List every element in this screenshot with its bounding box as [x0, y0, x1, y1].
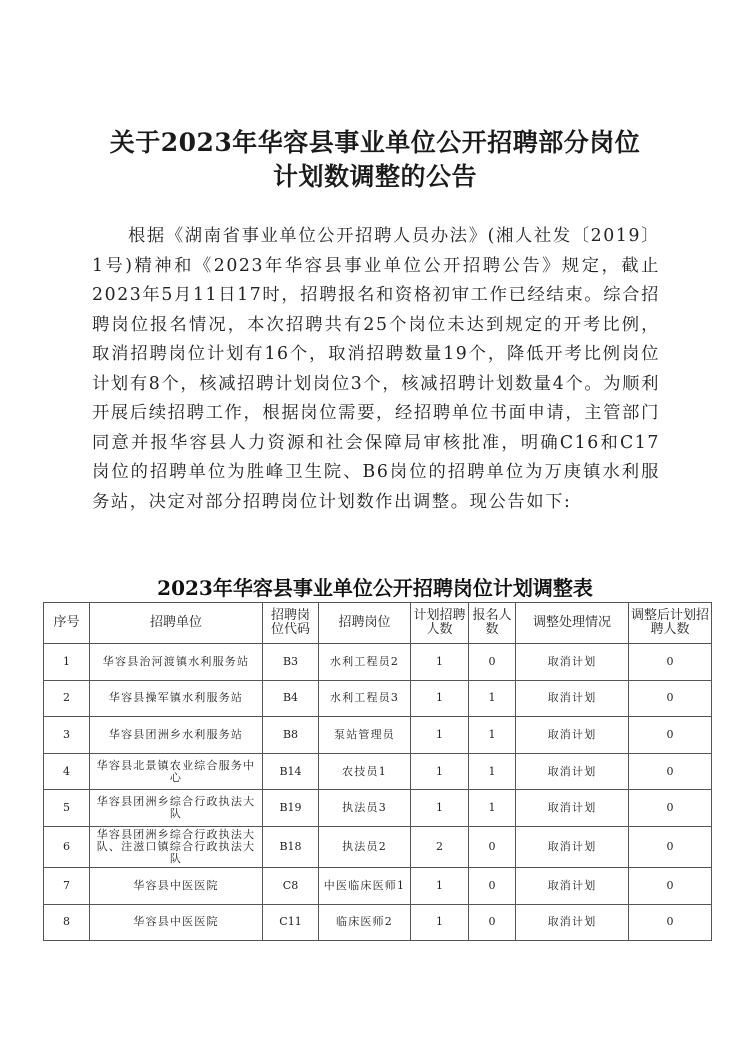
table-header-row — [44, 603, 712, 644]
cell-planned: 1 — [411, 717, 469, 754]
table-row — [44, 790, 712, 827]
cell-no: 4 — [44, 753, 90, 790]
table-row — [44, 680, 712, 717]
cell-no: 1 — [44, 644, 90, 681]
cell-no: 3 — [44, 717, 90, 754]
cell-unit: 华容县中医医院 — [90, 904, 263, 941]
cell-unit: 华容县团洲乡综合行政执法大队 — [90, 790, 263, 827]
cell-action: 取消计划 — [516, 867, 629, 904]
cell-action: 取消计划 — [516, 644, 629, 681]
cell-code: B4 — [263, 680, 319, 717]
table-row — [44, 717, 712, 754]
table-title: 2023年华容县事业单位公开招聘岗位计划调整表 — [157, 576, 593, 600]
cell-applied: 0 — [469, 644, 516, 681]
header-planned: 计划招聘人数 — [411, 603, 469, 644]
header-unit: 招聘单位 — [90, 603, 263, 644]
cell-unit: 华容县北景镇农业综合服务中心 — [90, 753, 263, 790]
announcement-body: 根据《湖南省事业单位公开招聘人员办法》(湘人社发〔2019〕1号)精神和《2023年华容县事业单位公开招聘公告》规定，截止2023年5月11日17时，招聘报名和资格初审工作已经结束。综合招聘岗位报名情况，本次招聘共有25个岗位未达到规定的开考比例，取消招聘岗位计划有16个，取消招聘数量19个，降低开考比例岗位计划有8个，核减招聘计划岗位3个，核减招聘计划数量4个。为顺利开展后续招聘工作，根据岗位需要，经招聘单位书面申请，主管部门同意并报华容县人力资源和社会保障局审核批准，明确C16和C17岗位的招聘单位为胜峰卫生院、B6岗位的招聘单位为万庚镇水利服务站，决定对部分招聘岗位计划数作出调整。现公告如下: — [92, 226, 660, 512]
table-row — [44, 904, 712, 941]
cell-planned: 1 — [411, 644, 469, 681]
cell-unit: 华容县操军镇水利服务站 — [90, 680, 263, 717]
header-adjusted: 调整后计划招聘人数 — [629, 603, 712, 644]
cell-planned: 2 — [411, 826, 469, 867]
header-applied: 报名人数 — [469, 603, 516, 644]
cell-position: 执法员2 — [319, 826, 411, 867]
cell-unit: 华容县团洲乡水利服务站 — [90, 717, 263, 754]
cell-applied: 0 — [469, 826, 516, 867]
cell-adjusted: 0 — [629, 753, 712, 790]
cell-position: 执法员3 — [319, 790, 411, 827]
cell-no: 2 — [44, 680, 90, 717]
cell-code: C8 — [263, 867, 319, 904]
cell-planned: 1 — [411, 904, 469, 941]
cell-position: 泵站管理员 — [319, 717, 411, 754]
cell-adjusted: 0 — [629, 680, 712, 717]
cell-code: B3 — [263, 644, 319, 681]
cell-applied: 1 — [469, 680, 516, 717]
cell-unit: 华容县治河渡镇水利服务站 — [90, 644, 263, 681]
header-action: 调整处理情况 — [516, 603, 629, 644]
adjustment-table — [43, 602, 712, 941]
cell-adjusted: 0 — [629, 904, 712, 941]
cell-applied: 1 — [469, 790, 516, 827]
cell-planned: 1 — [411, 680, 469, 717]
cell-position: 农技员1 — [319, 753, 411, 790]
cell-position: 临床医师2 — [319, 904, 411, 941]
header-no: 序号 — [44, 603, 90, 644]
cell-unit: 华容县团洲乡综合行政执法大队、注滋口镇综合行政执法大队 — [90, 826, 263, 867]
cell-applied: 0 — [469, 904, 516, 941]
table-row — [44, 644, 712, 681]
cell-action: 取消计划 — [516, 790, 629, 827]
cell-code: B19 — [263, 790, 319, 827]
cell-planned: 1 — [411, 867, 469, 904]
cell-no: 6 — [44, 826, 90, 867]
cell-adjusted: 0 — [629, 644, 712, 681]
cell-adjusted: 0 — [629, 790, 712, 827]
cell-position: 水利工程员2 — [319, 644, 411, 681]
cell-applied: 0 — [469, 867, 516, 904]
cell-position: 中医临床医师1 — [319, 867, 411, 904]
document-title-line-2: 计划数调整的公告 — [272, 162, 477, 191]
table-row — [44, 867, 712, 904]
cell-code: B18 — [263, 826, 319, 867]
cell-code: C11 — [263, 904, 319, 941]
table-row — [44, 753, 712, 790]
cell-applied: 1 — [469, 753, 516, 790]
header-position: 招聘岗位 — [319, 603, 411, 644]
cell-code: B8 — [263, 717, 319, 754]
cell-code: B14 — [263, 753, 319, 790]
table-row — [44, 826, 712, 867]
cell-no: 5 — [44, 790, 90, 827]
cell-no: 7 — [44, 867, 90, 904]
cell-action: 取消计划 — [516, 717, 629, 754]
cell-action: 取消计划 — [516, 904, 629, 941]
cell-adjusted: 0 — [629, 717, 712, 754]
cell-adjusted: 0 — [629, 826, 712, 867]
cell-no: 8 — [44, 904, 90, 941]
cell-action: 取消计划 — [516, 753, 629, 790]
cell-adjusted: 0 — [629, 867, 712, 904]
cell-action: 取消计划 — [516, 680, 629, 717]
document-title-line-1: 关于2023年华容县事业单位公开招聘部分岗位 — [109, 128, 641, 157]
cell-unit: 华容县中医医院 — [90, 867, 263, 904]
cell-planned: 1 — [411, 753, 469, 790]
header-code: 招聘岗位代码 — [263, 603, 319, 644]
cell-action: 取消计划 — [516, 826, 629, 867]
cell-planned: 1 — [411, 790, 469, 827]
cell-position: 水利工程员3 — [319, 680, 411, 717]
cell-applied: 1 — [469, 717, 516, 754]
